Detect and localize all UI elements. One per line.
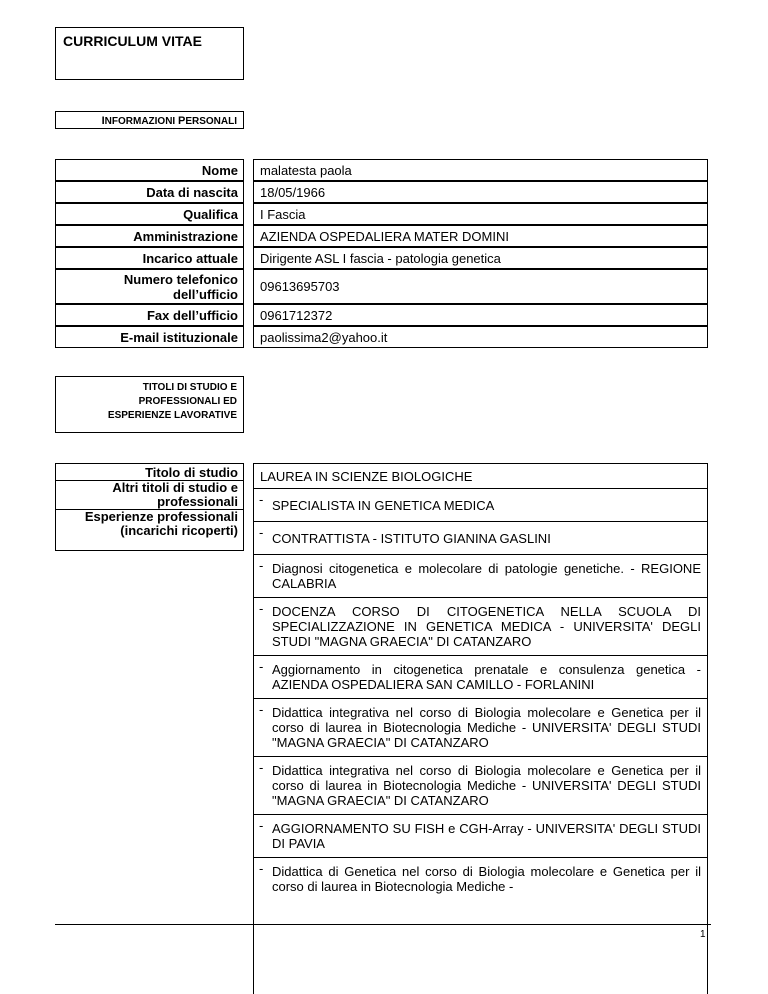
value-qualifica: I Fascia (253, 203, 708, 225)
label-amministrazione: Amministrazione (55, 225, 244, 247)
list-item: - CONTRATTISTA - ISTITUTO GIANINA GASLINI (254, 522, 707, 555)
cv-title: CURRICULUM VITAE (55, 27, 244, 80)
label-nome: Nome (55, 159, 244, 181)
label-incarico: Incarico attuale (55, 247, 244, 269)
titoli-values (253, 463, 708, 994)
list-item: - SPECIALISTA IN GENETICA MEDICA (254, 489, 707, 522)
value-amministrazione: AZIENDA OSPEDALIERA MATER DOMINI (253, 225, 708, 247)
label-titolo-studio: Titolo di studio (145, 465, 238, 480)
value-incarico: Dirigente ASL I fascia - patologia genetica (253, 247, 708, 269)
label-fax: Fax dell’ufficio (55, 304, 244, 326)
label-email: E-mail istituzionale (55, 326, 244, 348)
label-telefono: Numero telefonico dell’ufficio (55, 269, 244, 304)
label-qualifica: Qualifica (55, 203, 244, 225)
value-nome: malatesta paola (253, 159, 708, 181)
list-item: - Didattica integrativa nel corso di Biologia molecolare e Genetica per il corso di laurea in Biotecnologia Mediche - UNIVERSITA' DEGLI STUDI "MAGNA GRAECIA" DI CATANZARO (254, 699, 707, 757)
footer-divider (55, 924, 711, 925)
label-data-nascita: Data di nascita (55, 181, 244, 203)
value-telefono: 09613695703 (253, 269, 708, 304)
list-item: - Didattica integrativa nel corso di Biologia molecolare e Genetica per il corso di laurea in Biotecnologia Mediche - UNIVERSITA' DEGLI STUDI "MAGNA GRAECIA" DI CATANZARO (254, 757, 707, 815)
label-esperienze: Esperienze professionali (incarichi ricoperti) (56, 509, 243, 538)
list-item: - AGGIORNAMENTO SU FISH e CGH-Array - UNIVERSITA' DEGLI STUDI DI PAVIA (254, 815, 707, 858)
list-item: - Didattica di Genetica nel corso di Biologia molecolare e Genetica per il corso di laurea in Biotecnologia Mediche - (259, 861, 701, 894)
value-titolo-studio: LAUREA IN SCIENZE BIOLOGICHE (254, 463, 707, 489)
titoli-labels (55, 463, 244, 551)
page-number: 1 (700, 929, 706, 940)
label-altri-titoli: Altri titoli di studio e professionali (56, 480, 243, 509)
list-item: - Aggiornamento in citogenetica prenatale e consulenza genetica - AZIENDA OSPEDALIERA SAN CAMILLO - FORLANINI (254, 656, 707, 699)
value-fax: 0961712372 (253, 304, 708, 326)
value-data-nascita: 18/05/1966 (253, 181, 708, 203)
list-item: - DOCENZA CORSO DI CITOGENETICA NELLA SCUOLA DI SPECIALIZZAZIONE IN GENETICA MEDICA - UNIVERSITA' DEGLI STUDI "MAGNA GRAECIA" DI CATANZARO (254, 598, 707, 656)
section-heading-personal-info: INFORMAZIONI PERSONALI (55, 111, 244, 129)
section-heading-titoli: TITOLI DI STUDIO E PROFESSIONALI ED ESPERIENZE LAVORATIVE (55, 376, 244, 433)
list-item: - Diagnosi citogenetica e molecolare di patologie genetiche. - REGIONE CALABRIA (254, 555, 707, 598)
value-email: paolissima2@yahoo.it (253, 326, 708, 348)
